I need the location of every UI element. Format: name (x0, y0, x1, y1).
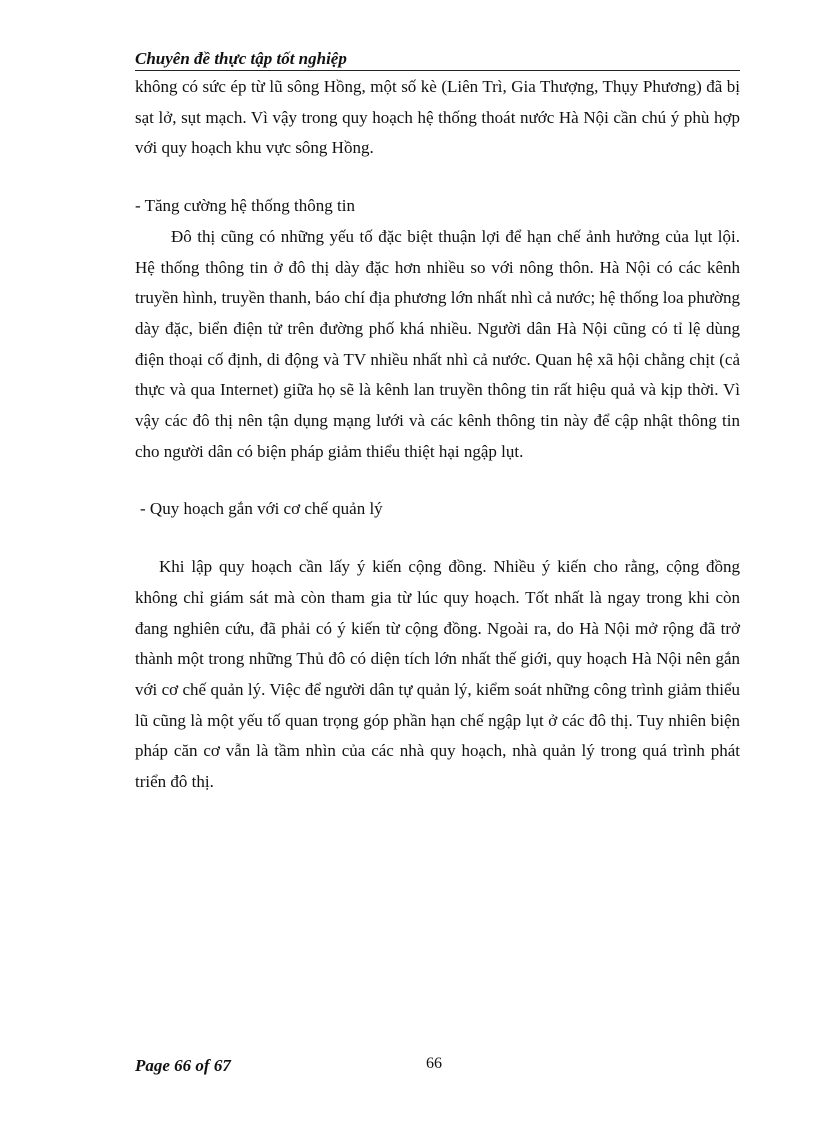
paragraph-continuation: không có sức ép từ lũ sông Hồng, một số kè (Liên Trì, Gia Thượng, Thụy Phương) đã bị sạt lở, sụt mạch. Vì vậy trong quy hoạch hệ thống thoát nước Hà Nội cần chú ý phù hợp với quy hoạch khu vực sông Hồng. (135, 77, 740, 158)
document-body (135, 72, 740, 798)
section-heading-planning-management: - Quy hoạch gắn với cơ chế quản lý (140, 499, 383, 519)
section-heading-information-system: - Tăng cường hệ thống thông tin (135, 196, 355, 216)
page-header (135, 48, 740, 71)
footer-page-label: Page 66 of 67 (135, 1056, 231, 1075)
paragraph-information-system: Đô thị cũng có những yếu tố đặc biệt thuận lợi để hạn chế ảnh hưởng của lụt lội. Hệ thống thông tin ở đô thị dày đặc hơn nhiều so với nông thôn. Hà Nội có các kênh truyền hình, truyền thanh, báo chí địa phương lớn nhất nhì cả nước; hệ thống loa phường dày đặc, biển điện tử trên đường phố khá nhiều. Người dân Hà Nội cũng có tỉ lệ dùng điện thoại cố định, di động và TV nhiều nhất nhì cả nước. Quan hệ xã hội chằng chịt (cả thực và qua Internet) giữa họ sẽ là kênh lan truyền thông tin rất hiệu quả và kịp thời. Vì vậy các đô thị nên tận dụng mạng lưới và các kênh thông tin này để cập nhật thông tin cho người dân có biện pháp giảm thiểu thiệt hại ngập lụt. (135, 226, 740, 461)
header-title: Chuyên đề thực tập tốt nghiệp (135, 49, 347, 68)
paragraph-planning-management: Khi lập quy hoạch cần lấy ý kiến cộng đồng. Nhiều ý kiến cho rằng, cộng đồng không chỉ giám sát mà còn tham gia từ lúc quy hoạch. Tốt nhất là ngay trong khi còn đang nghiên cứu, đã phải có ý kiến từ cộng đồng. Ngoài ra, do Hà Nội mở rộng đã trở thành một trong những Thủ đô có diện tích lớn nhất thế giới, quy hoạch Hà Nội nên gắn với cơ chế quản lý. Việc để người dân tự quản lý, kiểm soát những công trình giảm thiểu lũ cũng là một yếu tố quan trọng góp phần hạn chế ngập lụt ở các đô thị. Tuy nhiên biện pháp căn cơ vẫn là tầm nhìn của các nhà quy hoạch, nhà quản lý trong quá trình phát triển đô thị. (135, 557, 740, 792)
footer-page-number: 66 (426, 1055, 442, 1072)
